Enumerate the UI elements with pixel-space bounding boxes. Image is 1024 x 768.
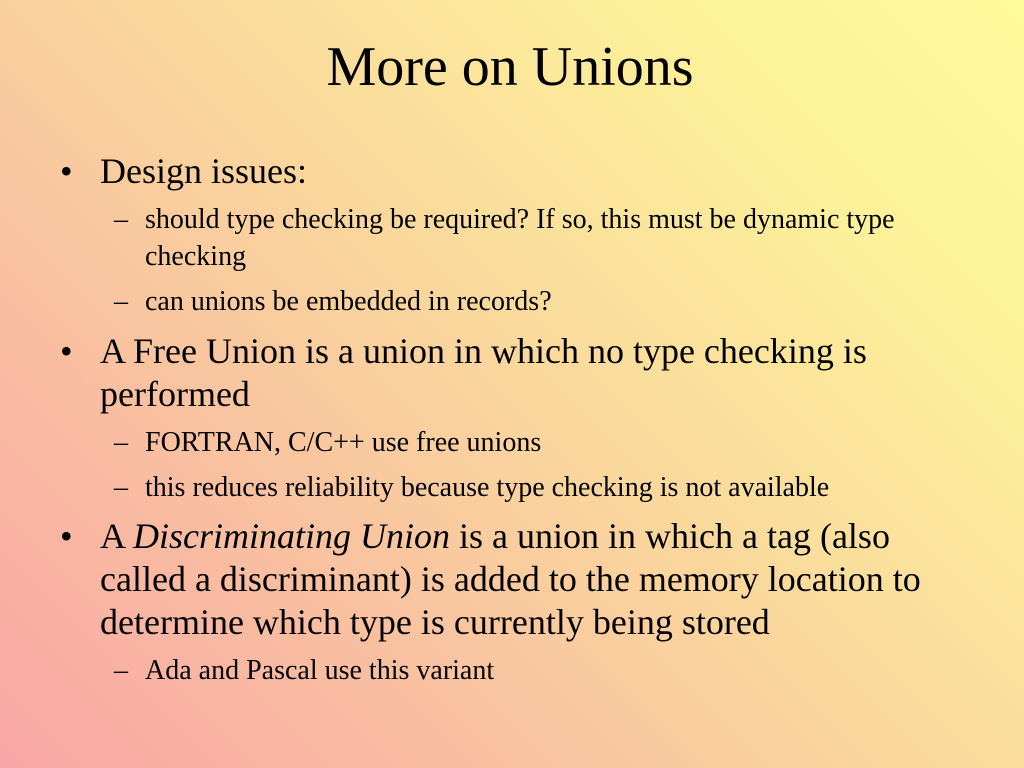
bullet-item-discriminating-union [60,515,980,644]
bullet-text-prefix: A [100,516,134,556]
sub-item-text: should type checking be required? If so, this must be dynamic type checking [145,204,895,272]
dash-icon: – [114,204,128,235]
sub-item-type-checking [114,201,994,275]
bullet-icon: • [60,151,73,191]
sub-item-text: can unions be embedded in records? [145,286,552,317]
dash-icon: – [114,655,128,686]
bullet-item-free-union [60,330,980,416]
sub-item-fortran-c [114,424,994,461]
bullet-icon: • [60,331,73,371]
sub-item-reliability [114,469,994,506]
sub-item-text: FORTRAN, C/C++ use free unions [145,427,542,458]
dash-icon: – [114,286,128,317]
bullet-icon: • [60,516,73,556]
bullet-text-italic-term: Discriminating Union [133,516,451,556]
slide-title: More on Unions [326,36,694,98]
dash-icon: – [114,427,128,458]
bullet-item-design-issues [60,150,980,193]
bullet-text [100,515,980,644]
bullet-text: A Free Union is a union in which no type checking is performed [100,331,867,414]
sub-item-embedded-records [114,283,994,320]
dash-icon: – [114,472,128,503]
sub-item-text: Ada and Pascal use this variant [145,655,495,686]
bullet-text: Design issues: [100,151,307,191]
bullet-text-suffix: is a union in which a tag (also called a discriminant) is added to the memory location to determine which type is currently being stored [100,516,921,642]
sub-item-text: this reduces reliability because type checking is not available [145,472,830,503]
sub-item-ada-pascal [114,652,994,689]
